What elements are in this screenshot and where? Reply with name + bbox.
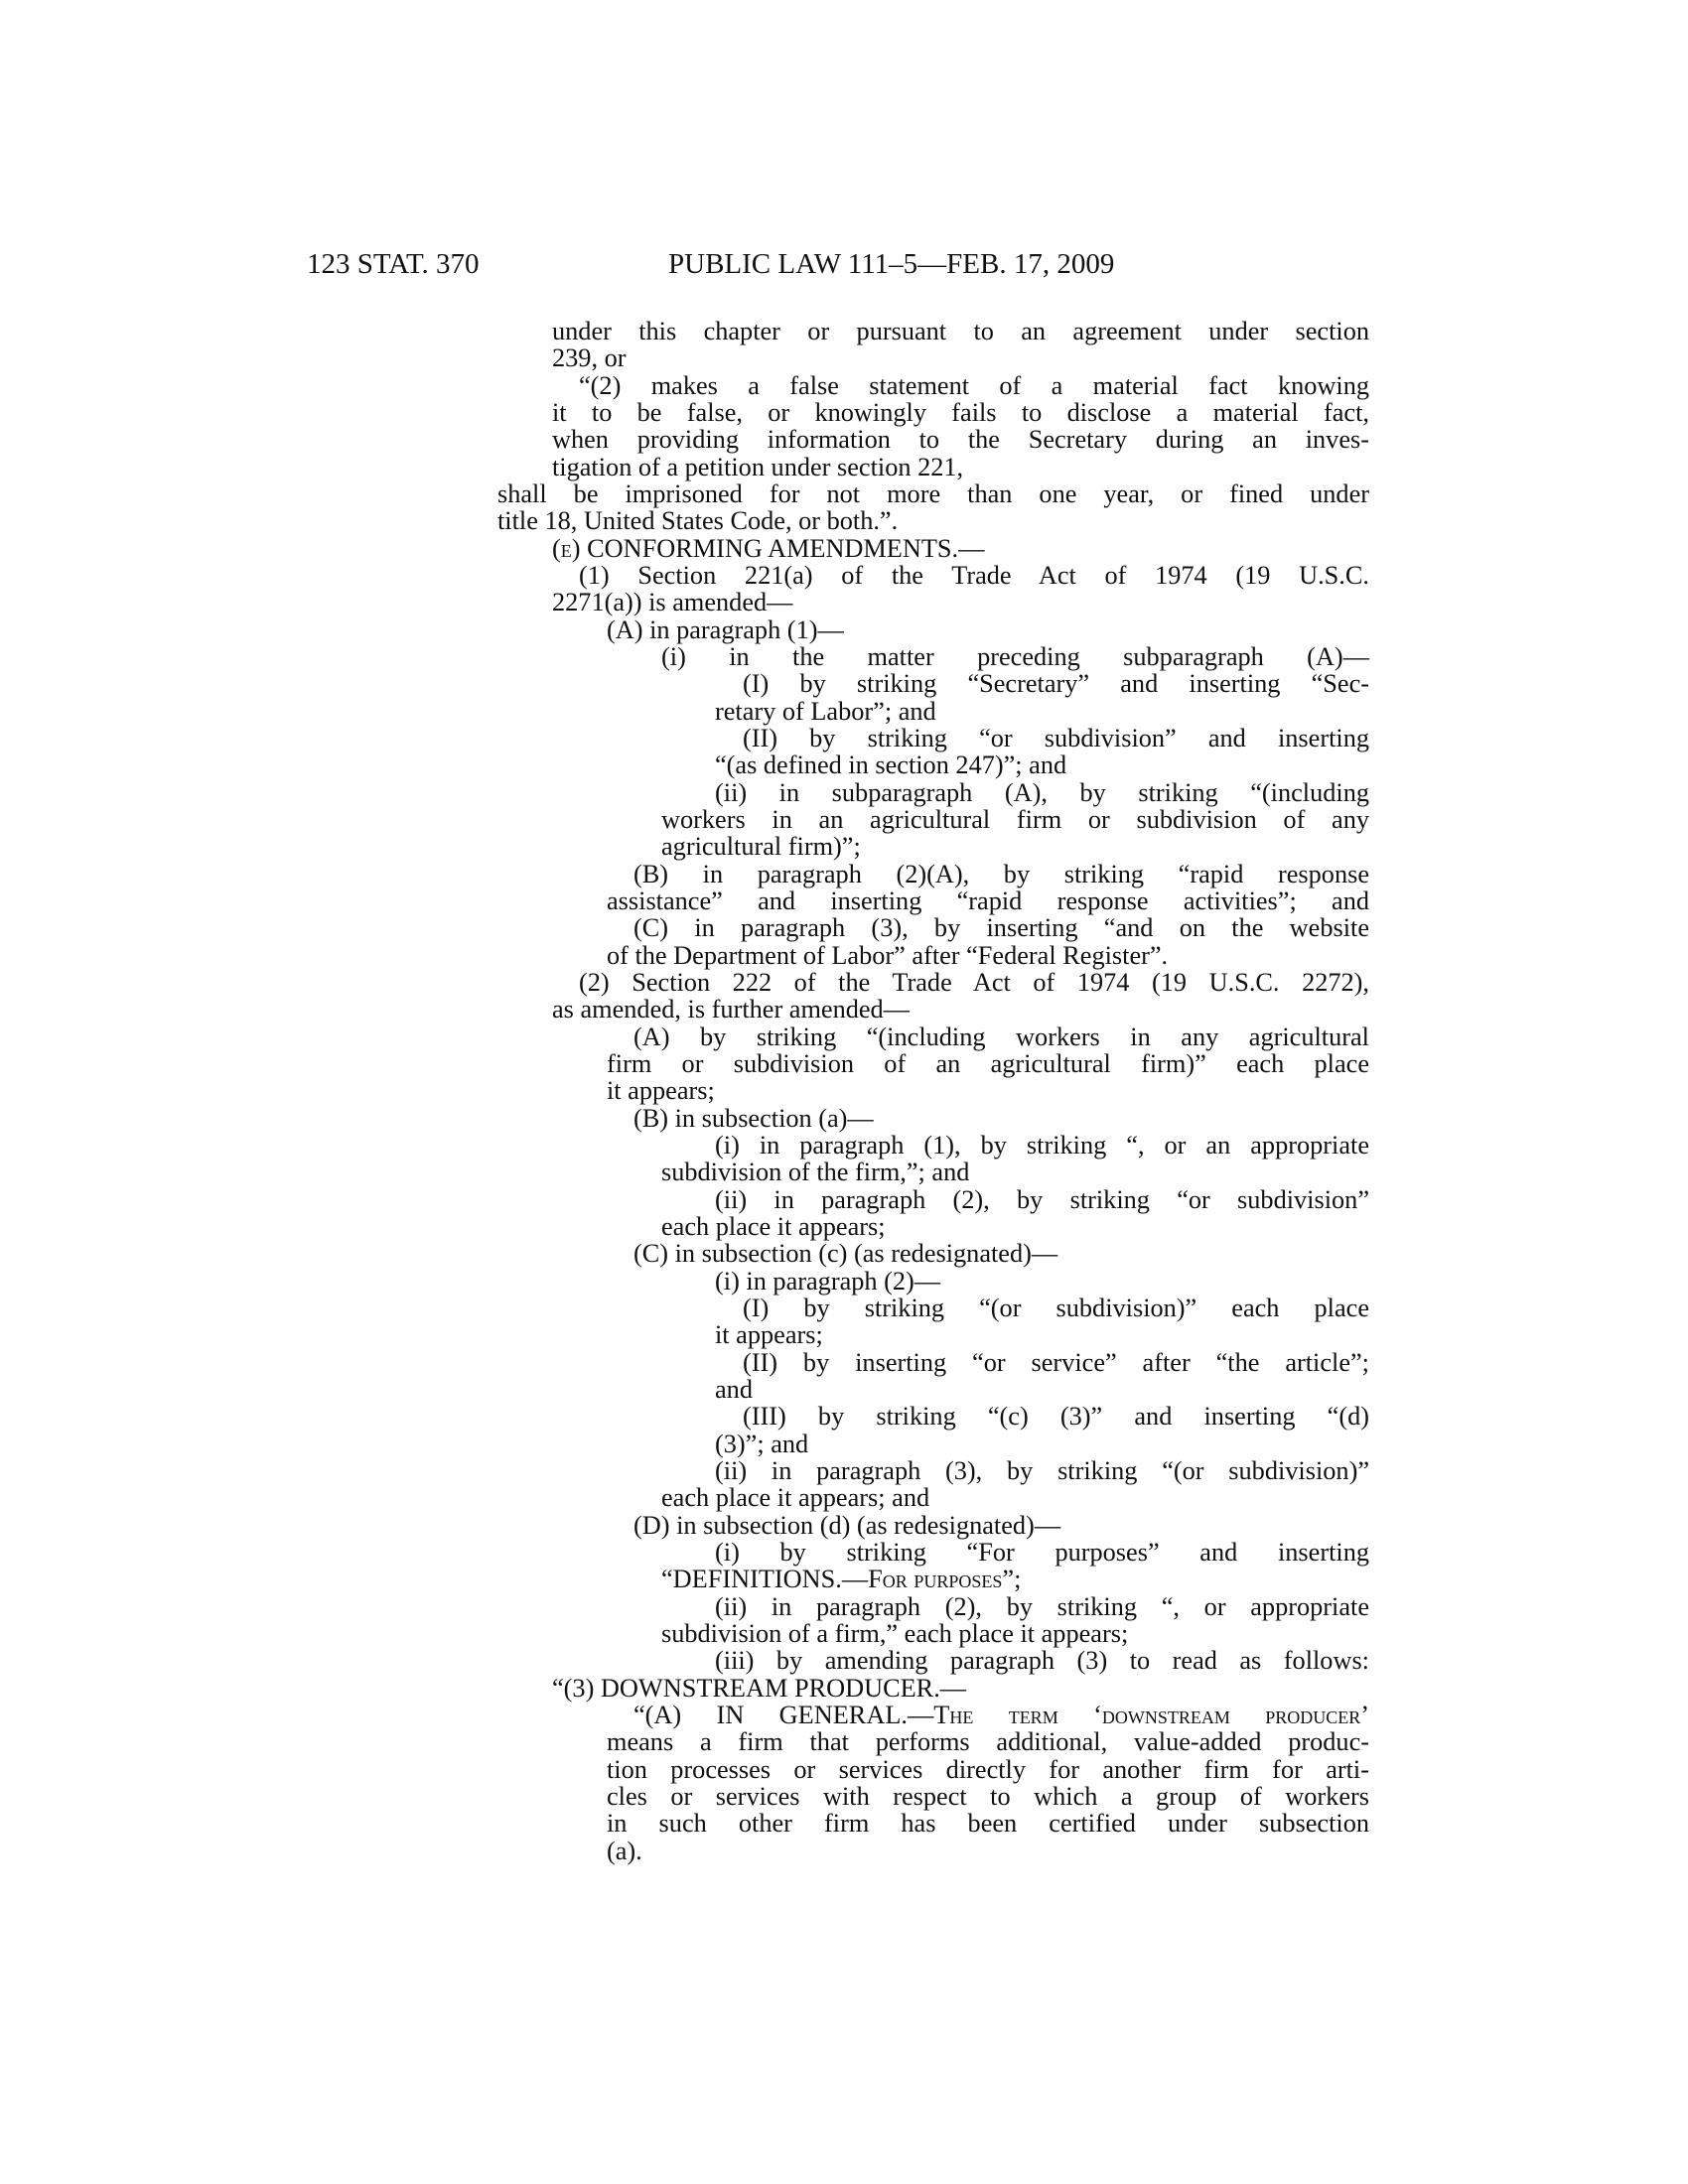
- text-line: (3)”; and: [715, 1430, 809, 1458]
- statute-citation: 123 STAT. 370: [307, 248, 480, 280]
- text-line: (1) Section 221(a) of the Trade Act of 1974 (19 U.S.C.: [579, 561, 1369, 590]
- text-line: and: [715, 1375, 753, 1404]
- text-line: firm or subdivision of an agricultural firm)” each place: [607, 1049, 1369, 1078]
- text-line: title 18, United States Code, or both.”.: [497, 506, 899, 535]
- text-line: “(as defined in section 247)”; and: [715, 751, 1067, 779]
- text-line: as amended, is further amended—: [552, 995, 910, 1024]
- text-line: (I) by striking “(or subdivision)” each place: [743, 1294, 1369, 1322]
- text-line: (ii) in paragraph (2), by striking “or subdivision”: [715, 1185, 1369, 1214]
- law-title: PUBLIC LAW 111–5—FEB. 17, 2009: [668, 248, 1115, 280]
- text-line: cles or services with respect to which a group of workers: [607, 1782, 1369, 1811]
- text-line: means a firm that performs additional, value-added produc-: [607, 1727, 1369, 1756]
- text-line: subdivision of the firm,”; and: [661, 1158, 970, 1186]
- text-line: (i) by striking “For purposes” and inserting: [715, 1538, 1369, 1567]
- text-line: (I) by striking “Secretary” and inserting “Sec-: [743, 669, 1369, 698]
- text-line: (ii) in paragraph (2), by striking “, or appropriate: [715, 1592, 1369, 1621]
- text-line: each place it appears;: [661, 1212, 886, 1241]
- text-line: (iii) by amending paragraph (3) to read as follows:: [715, 1646, 1369, 1675]
- text-line: (A) by striking “(including workers in any agricultural: [633, 1023, 1369, 1051]
- text-line: (2) Section 222 of the Trade Act of 1974 (19 U.S.C. 2272),: [579, 968, 1369, 997]
- text-line: it appears;: [607, 1076, 715, 1105]
- text-line: it appears;: [715, 1320, 823, 1349]
- text-line: (C) in paragraph (3), by inserting “and on the website: [633, 913, 1369, 942]
- text-line: subdivision of a firm,” each place it appears;: [661, 1619, 1129, 1648]
- text-line: 239, or: [552, 343, 627, 372]
- text-line: (B) in subsection (a)—: [633, 1104, 874, 1133]
- text-line: (D) in subsection (d) (as redesignated)—: [633, 1511, 1061, 1540]
- subsection-heading: (e) CONFORMING AMENDMENTS.—: [552, 534, 985, 563]
- text-line: retary of Labor”; and: [715, 697, 936, 726]
- text-line: each place it appears; and: [661, 1483, 930, 1512]
- text-line: tion processes or services directly for another firm for arti-: [607, 1755, 1369, 1784]
- text-line: (i) in the matter preceding subparagraph (A)—: [661, 642, 1369, 671]
- text-line: (II) by inserting “or service” after “the article”;: [743, 1348, 1369, 1377]
- text-line: assistance” and inserting “rapid response activities”; and: [607, 887, 1369, 915]
- text-line: (ii) in paragraph (3), by striking “(or subdivision)”: [715, 1456, 1369, 1485]
- text-line: (A) in paragraph (1)—: [607, 615, 844, 644]
- text-line: “(2) makes a false statement of a material fact knowing: [579, 371, 1369, 400]
- text-line: agricultural firm)”;: [661, 832, 861, 861]
- text-line: (II) by striking “or subdivision” and inserting: [743, 724, 1369, 752]
- text-line: (i) in paragraph (1), by striking “, or an appropriate: [715, 1131, 1369, 1160]
- text-line: “DEFINITIONS.—For purposes”;: [661, 1565, 1022, 1593]
- text-line: (III) by striking “(c) (3)” and inserting “(d): [743, 1402, 1369, 1431]
- text-line: (ii) in subparagraph (A), by striking “(including: [715, 778, 1369, 807]
- text-line: in such other firm has been certified under subsection: [607, 1809, 1369, 1838]
- text-line: (a).: [607, 1837, 642, 1865]
- text-line: “(A) IN GENERAL.—The term ‘downstream producer’: [633, 1701, 1369, 1729]
- text-line: of the Department of Labor” after “Federal Register”.: [607, 941, 1169, 970]
- text-line: tigation of a petition under section 221,: [552, 453, 964, 481]
- text-line: under this chapter or pursuant to an agreement under section: [552, 317, 1369, 345]
- text-line: (C) in subsection (c) (as redesignated)—: [633, 1239, 1058, 1268]
- text-line: it to be false, or knowingly fails to disclose a material fact,: [552, 398, 1369, 427]
- text-line: when providing information to the Secretary during an inves-: [552, 425, 1369, 454]
- text-line: “(3) DOWNSTREAM PRODUCER.—: [552, 1674, 967, 1703]
- text-line: 2271(a)) is amended—: [552, 588, 793, 616]
- text-line: shall be imprisoned for not more than one year, or fined under: [497, 479, 1369, 508]
- running-header: [307, 248, 1369, 288]
- text-line: (B) in paragraph (2)(A), by striking “rapid response: [633, 860, 1369, 888]
- text-line: workers in an agricultural firm or subdivision of any: [661, 805, 1369, 834]
- text-line: (i) in paragraph (2)—: [715, 1267, 941, 1296]
